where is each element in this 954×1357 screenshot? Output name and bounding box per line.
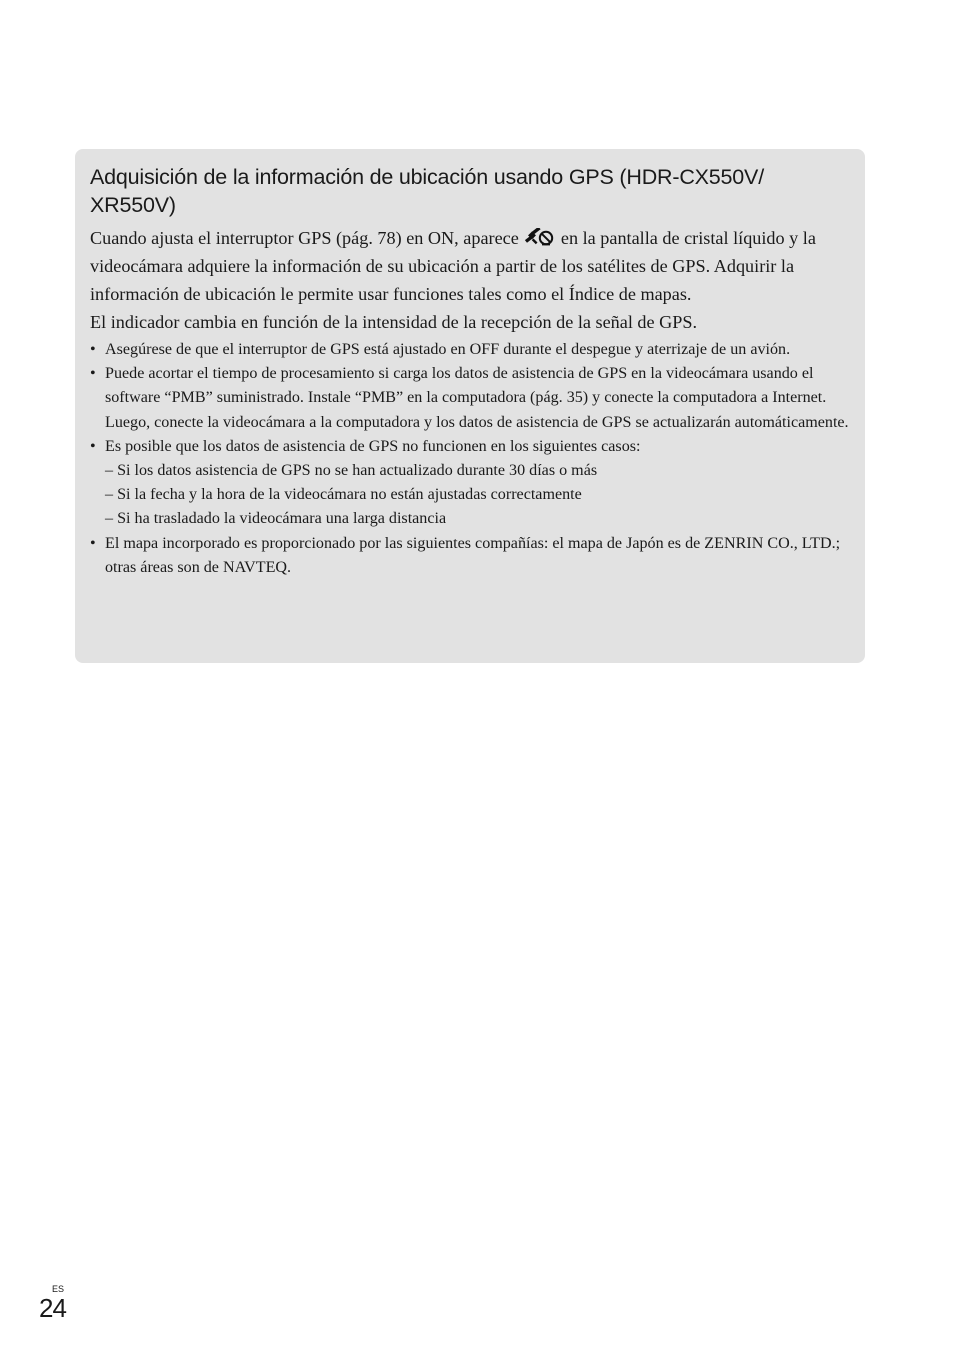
list-item (90, 362, 851, 435)
bullet-mark: • (90, 437, 96, 455)
list-item (90, 435, 851, 532)
cases-sublist (105, 459, 851, 532)
intro-text-after-icon: en la pantalla de cristal líquido y la videocámara adquiere la información de su ubicación a partir de los satélites de GPS. Adquirir la información de ubicación le permite usar funciones tales como el Índice de mapas. (90, 228, 816, 304)
bullet-text: Es posible que los datos de asistencia de GPS no funcionen en los siguientes casos: (105, 437, 641, 455)
page-language-code: ES (52, 1284, 65, 1294)
intro-text-before-icon: Cuando ajusta el interruptor GPS (pág. 78) en ON, aparece (90, 228, 524, 248)
sublist-item: – Si la fecha y la hora de la videocámara no están ajustadas correctamente (105, 486, 582, 504)
note-title: Adquisición de la información de ubicación usando GPS (HDR-CX550V/ XR550V) (90, 165, 764, 217)
list-item (90, 532, 851, 580)
bullet-mark: • (90, 341, 96, 358)
page-number: 24 (39, 1293, 66, 1323)
bullet-text: El mapa incorporado es proporcionado por las siguientes compañías: el mapa de Japón es de ZENRIN CO., LTD.; otras áreas son de NAVTEQ. (105, 534, 841, 576)
notes-list (90, 338, 851, 580)
sublist-item: – Si los datos asistencia de GPS no se han actualizado durante 30 días o más (105, 462, 598, 480)
bullet-mark: • (90, 365, 96, 383)
bullet-text: Asegúrese de que el interruptor de GPS está ajustado en OFF durante el despegue y aterrizaje de un avión. (105, 341, 791, 358)
gps-note-box (75, 149, 865, 663)
intro-paragraph (90, 224, 851, 308)
sublist-item: – Si ha trasladado la videocámara una larga distancia (105, 510, 447, 528)
bullet-text: Puede acortar el tiempo de procesamiento si carga los datos de asistencia de GPS en la videocámara usando el software “PMB” suministrado. Instale “PMB” en la computadora (pág. 35) y conecte la computadora a Internet. Luego, conecte la videocámara a la computadora y los datos de asistencia de GPS se actualizarán automáticamente. (105, 365, 849, 431)
gps-triangulating-icon (524, 226, 554, 244)
bullet-mark: • (90, 534, 96, 552)
list-item (90, 338, 851, 362)
indicator-paragraph: El indicador cambia en función de la intensidad de la recepción de la señal de GPS. (90, 312, 698, 332)
